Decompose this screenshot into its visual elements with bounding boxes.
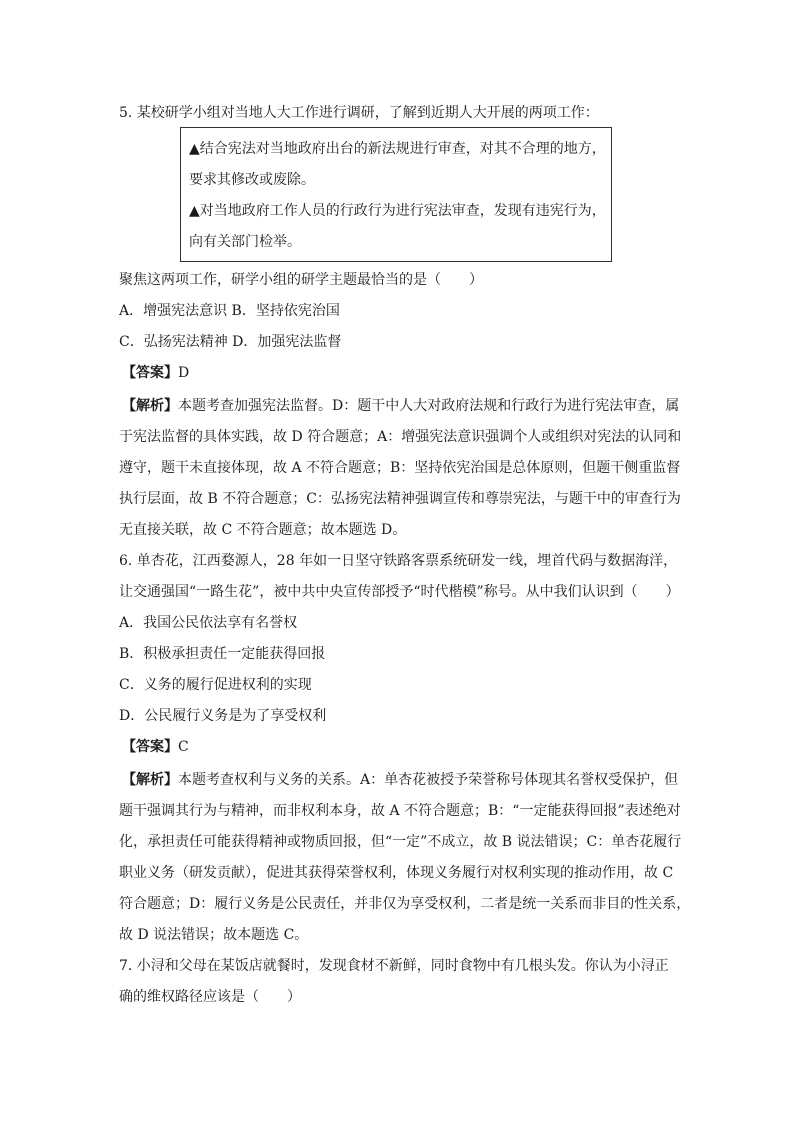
analysis-label: 【解析】: [122, 398, 178, 414]
answer-label: 【答案】: [122, 365, 178, 381]
q6-analysis-line-4: 职业义务（研发贡献），促进其获得荣誉权利，体现义务履行对权利实现的推动作用，故 C: [119, 865, 674, 881]
box-line-1: ▲结合宪法对当地政府出台的新法规进行审查，对其不合理的地方，: [189, 141, 606, 157]
q5-analysis-line-4: 执行层面，故 B 不符合题意；C：弘扬宪法精神强调宣传和尊崇宪法，与题干中的审查行为: [119, 491, 681, 507]
q5-analysis-line-3: 遵守，题干未直接体现，故 A 不符合题意；B：坚持依宪治国是总体原则，但题干侧重监督: [119, 460, 681, 476]
q5-options-cd: C．弘扬宪法精神 D．加强宪法监督: [119, 334, 342, 350]
q5-question: 聚焦这两项工作，研学小组的研学主题最恰当的是（ ）: [119, 272, 483, 288]
q6-analysis-line-2: 题干强调其行为与精神，而非权利本身，故 A 不符合题意；B：“一定能获得回报”表述绝对: [119, 803, 681, 819]
q6-option-d: D．公民履行义务是为了享受权利: [119, 708, 327, 724]
q6-analysis-line-6: 故 D 说法错误；故本题选 C。: [119, 927, 309, 943]
q6-analysis-line-5: 符合题意；D：履行义务是公民责任，并非仅为享受权利，二者是统一关系而非目的性关系，: [119, 896, 691, 912]
q6-analysis-line-3: 化，承担责任可能获得精神或物质回报，但“一定”不成立，故 B 说法错误；C：单杏花履行: [119, 834, 682, 850]
box-line-4: 向有关部门检举。: [189, 234, 301, 250]
q6-option-c: C．义务的履行促进权利的实现: [119, 677, 312, 693]
analysis-label: 【解析】: [122, 772, 178, 788]
analysis-text: 本题考查权利与义务的关系。A：单杏花被授予荣誉称号体现其名誉权受保护，但: [178, 772, 679, 788]
q5-analysis-line-1: [122, 396, 679, 416]
q6-analysis-line-1: [122, 770, 678, 790]
q5-stem: 5. 某校研学小组对当地人大工作进行调研，了解到近期人大开展的两项工作：: [119, 105, 599, 121]
q7-stem-line-2: 确的维权路径应该是（ ）: [119, 989, 301, 1005]
q6-stem-line-2: 让交通强国“一路生花”，被中共中央宣传部授予“时代楷模”称号。从中我们认识到（ ）: [119, 584, 680, 600]
q6-stem-line-1: 6. 单杏花，江西婺源人，28 年如一日坚守铁路客票系统研发一线，埋首代码与数据海洋，: [119, 553, 678, 569]
q7-stem-line-1: 7. 小浔和父母在某饭店就餐时，发现食材不新鲜，同时食物中有几根头发。你认为小浔正: [119, 958, 669, 974]
box-line-2: 要求其修改或废除。: [189, 172, 315, 188]
q5-analysis-line-2: 于宪法监督的具体实践，故 D 符合题意；A：增强宪法意识强调个人或组织对宪法的认同和: [119, 429, 682, 445]
q5-options-ab: A．增强宪法意识 B．坚持依宪治国: [119, 303, 340, 319]
analysis-text: 本题考查加强宪法监督。D：题干中人大对政府法规和行政行为进行宪法审查，属: [178, 398, 680, 414]
q5-answer: [122, 363, 189, 383]
answer-label: 【答案】: [122, 739, 178, 755]
box-line-3: ▲对当地政府工作人员的行政行为进行宪法审查，发现有违宪行为，: [189, 203, 606, 219]
q6-answer: [122, 737, 189, 757]
q6-option-a: A．我国公民依法享有名誉权: [119, 615, 298, 631]
q5-analysis-line-5: 无直接关联，故 C 不符合题意；故本题选 D。: [119, 522, 407, 538]
q5-material-box: [180, 127, 612, 262]
answer-value: C: [178, 739, 189, 755]
answer-value: D: [178, 365, 190, 381]
q6-option-b: B．积极承担责任一定能获得回报: [119, 646, 326, 662]
